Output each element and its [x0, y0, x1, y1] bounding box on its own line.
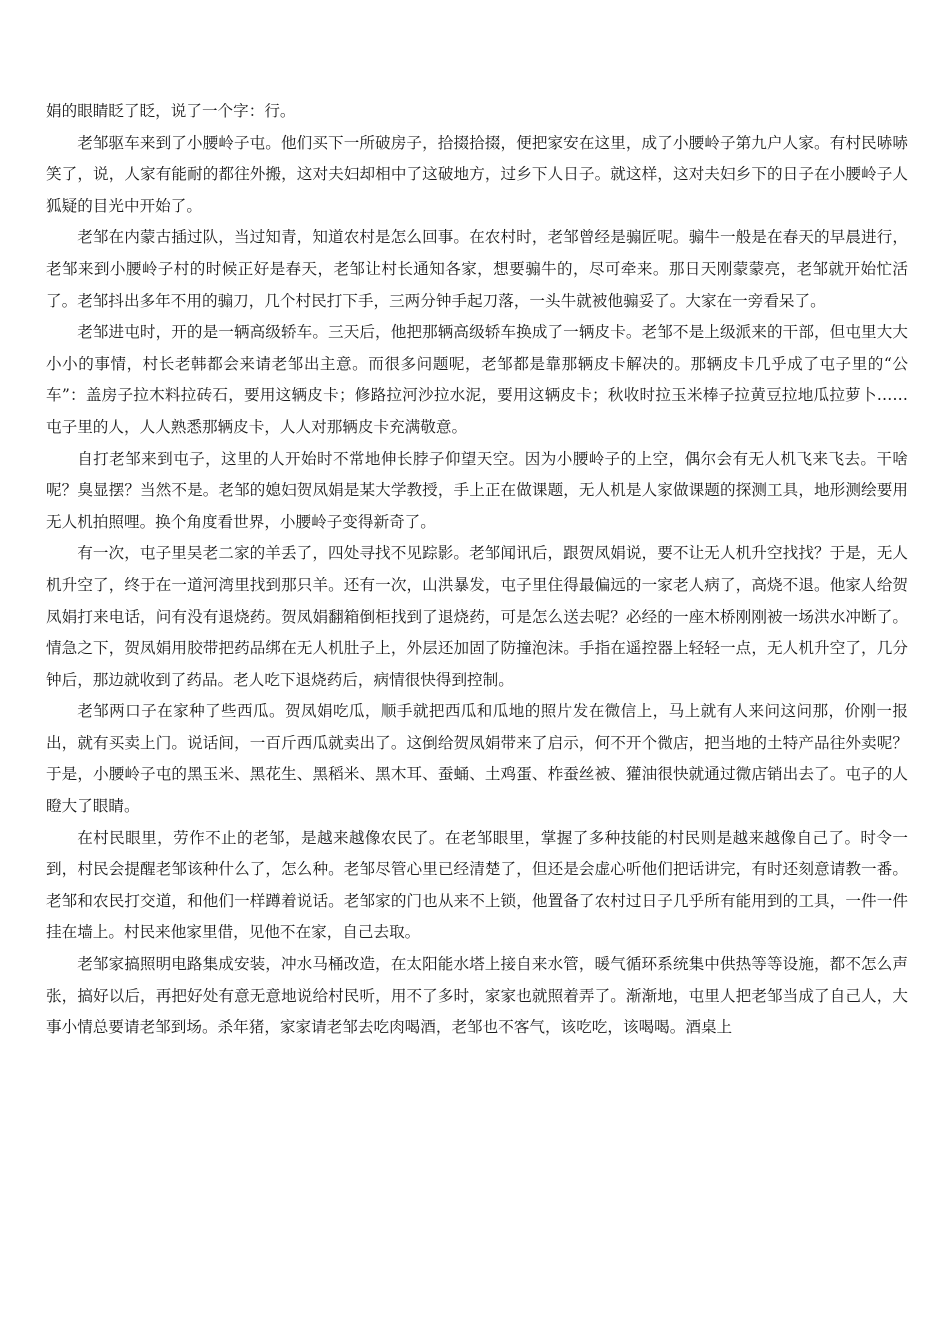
paragraph-8: 在村民眼里，劳作不止的老邹，是越来越像农民了。在老邹眼里，掌握了多种技能的村民则是越来越像自己了。时令一到，村民会提醒老邹该种什么了，怎么种。老邹尽管心里已经清楚了，但还是会虚心听他们把话讲完，有时还刻意请教一番。老邹和农民打交道，和他们一样蹲着说话。老邹家的门也从来不上锁，他置备了农村过日子几乎所有能用到的工具，一件一件挂在墙上。村民来他家里借，见他不在家，自己去取。 — [46, 828, 908, 942]
paragraph-7: 老邹两口子在家种了些西瓜。贺凤娟吃瓜，顺手就把西瓜和瓜地的照片发在微信上，马上就有人来问这问那，价刚一报出，就有买卖上门。说话间，一百斤西瓜就卖出了。这倒给贺凤娟带来了启示，何不开个微店，把当地的土特产品往外卖呢？于是，小腰岭子屯的黑玉米、黑花生、黑稻米、黑木耳、蚕蛹、土鸡蛋、柞蚕丝被、獾油很快就通过微店销出去了。屯子的人瞪大了眼睛。 — [46, 702, 908, 816]
paragraph-3: 老邹在内蒙古插过队，当过知青，知道农村是怎么回事。在农村时，老邹曾经是骟匠呢。骟牛一般是在春天的早晨进行，老邹来到小腰岭子村的时候正好是春天，老邹让村长通知各家，想要骟牛的，尽可牵来。那日天刚蒙蒙亮，老邹就开始忙活了。老邹抖出多年不用的骟刀，几个村民打下手，三两分钟手起刀落，一头牛就被他骟妥了。大家在一旁看呆了。 — [46, 228, 908, 310]
article-body — [46, 96, 908, 1044]
paragraph-2: 老邹驱车来到了小腰岭子屯。他们买下一所破房子，拾掇拾掇，便把家安在这里，成了小腰岭子第九户人家。有村民哧哧笑了，说，人家有能耐的都往外搬，这对夫妇却相中了这破地方，过乡下人日子。就这样，这对夫妇乡下的日子在小腰岭子人狐疑的目光中开始了。 — [46, 133, 908, 215]
paragraph-5: 自打老邹来到屯子，这里的人开始时不常地伸长脖子仰望天空。因为小腰岭子的上空，偶尔会有无人机飞来飞去。干啥呢？臭显摆？当然不是。老邹的媳妇贺凤娟是某大学教授，手上正在做课题，无人机是人家做课题的探测工具，地形测绘要用无人机拍照哩。换个角度看世界，小腰岭子变得新奇了。 — [46, 449, 908, 531]
paragraph-4: 老邹进屯时，开的是一辆高级轿车。三天后，他把那辆高级轿车换成了一辆皮卡。老邹不是上级派来的干部，但屯里大大小小的事情，村长老韩都会来请老邹出主意。而很多问题呢，老邹都是靠那辆皮卡解决的。那辆皮卡几乎成了屯子里的“公车”：盖房子拉木料拉砖石，要用这辆皮卡；修路拉河沙拉水泥，要用这辆皮卡；秋收时拉玉米棒子拉黄豆拉地瓜拉萝卜……屯子里的人，人人熟悉那辆皮卡，人人对那辆皮卡充满敬意。 — [46, 323, 908, 436]
paragraph-6: 有一次，屯子里吴老二家的羊丢了，四处寻找不见踪影。老邹闻讯后，跟贺凤娟说，要不让无人机升空找找？于是，无人机升空了，终于在一道河湾里找到那只羊。还有一次，山洪暴发，屯子里住得最偏远的一家老人病了，高烧不退。他家人给贺凤娟打来电话，问有没有退烧药。贺凤娟翻箱倒柜找到了退烧药，可是怎么送去呢？必经的一座木桥刚刚被一场洪水冲断了。情急之下，贺凤娟用胶带把药品绑在无人机肚子上，外层还加固了防撞泡沫。手指在遥控器上轻轻一点，无人机升空了，几分钟后，那边就收到了药品。老人吃下退烧药后，病情很快得到控制。 — [46, 544, 908, 689]
paragraph-9: 老邹家搞照明电路集成安装，冲水马桶改造，在太阳能水塔上接自来水管，暖气循环系统集中供热等等设施，都不怎么声张，搞好以后，再把好处有意无意地说给村民听，用不了多时，家家也就照着弄了。渐渐地，屯里人把老邹当成了自己人，大事小情总要请老邹到场。杀年猪，家家请老邹去吃肉喝酒，老邹也不客气，该吃吃，该喝喝。酒桌上 — [46, 955, 908, 1037]
paragraph-1: 娟的眼睛眨了眨，说了一个字：行。 — [46, 102, 296, 120]
